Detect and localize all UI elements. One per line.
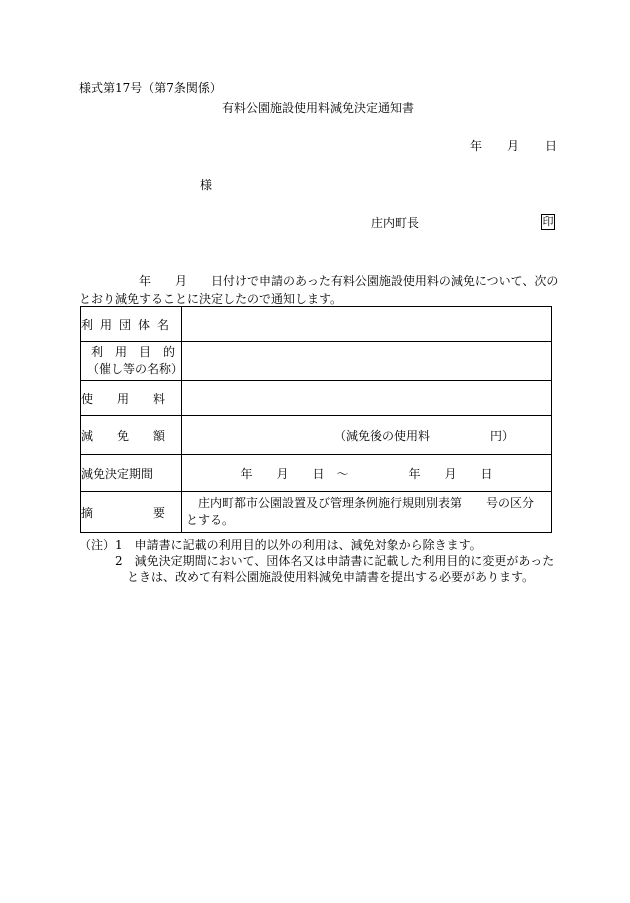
row-label-period: 減免決定期間 [81, 455, 182, 492]
row-label-reduction: 減 免 額 [81, 416, 182, 455]
notice-body-line-2: とおり減免することに決定したので通知します。 [79, 292, 343, 306]
row-value-purpose [182, 342, 552, 381]
row-value-remarks [182, 492, 552, 533]
issuer-name: 庄内町長 [371, 216, 420, 230]
notice-body [79, 272, 574, 308]
row-label-organization [81, 307, 182, 342]
row-label-remarks: 摘 要 [81, 492, 182, 533]
remarks-line-1: 庄内町都市公園設置及び管理条例施行規則別表第 号の区分 [186, 496, 535, 510]
note-1: （注）1 申請書に記載の利用目的以外の利用は、減免対象から除きます。 [79, 538, 482, 552]
info-table [80, 306, 552, 533]
row-value-period: 年 月 日 ～ 年 月 日 [182, 455, 552, 492]
table-row [81, 342, 552, 381]
label-text: 利 用 目 的 [91, 345, 176, 359]
label-subtext: （催し等の名称） [87, 362, 184, 376]
form-number: 様式第17号（第7条関係） [79, 81, 222, 95]
row-value-organization [182, 307, 552, 342]
row-label-fee: 使 用 料 [81, 381, 182, 416]
issue-date [470, 139, 557, 153]
table-row [81, 455, 552, 492]
table-row [81, 492, 552, 533]
remarks-line-2: とする。 [186, 513, 235, 527]
addressee-suffix: 様 [200, 178, 213, 192]
table-row [81, 381, 552, 416]
date-day: 日 [545, 139, 558, 153]
table-row [81, 307, 552, 342]
seal-mark: 印 [542, 215, 554, 228]
note-2: 2 減免決定期間において、団体名又は申請書に記載した利用目的に変更があった [79, 554, 555, 568]
row-value-fee [182, 381, 552, 416]
row-label-purpose [81, 342, 182, 381]
label-text: 利用団体名 [81, 317, 177, 332]
row-value-reduction: （減免後の使用料 円） [182, 416, 552, 455]
notice-body-line-1: 年 月 日付けで申請のあった有料公園施設使用料の減免について、次の [79, 274, 559, 288]
note-3: ときは、改めて有料公園施設使用料減免申請書を提出する必要があります。 [79, 570, 535, 584]
document-title: 有料公園施設使用料減免決定通知書 [222, 101, 415, 115]
notes [79, 537, 579, 585]
table-row [81, 416, 552, 455]
date-year: 年 [470, 139, 483, 153]
date-month: 月 [507, 139, 520, 153]
